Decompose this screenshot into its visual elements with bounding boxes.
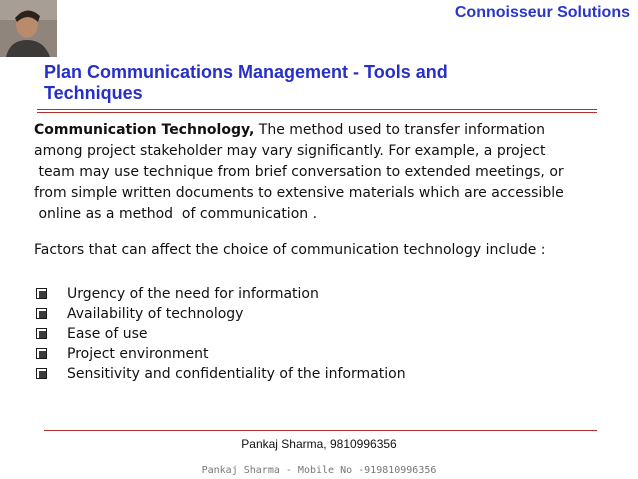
list-item-label: Urgency of the need for information <box>67 286 319 302</box>
lead-term: Communication Technology, <box>34 122 255 138</box>
list-item-label: Project environment <box>67 346 209 362</box>
checkbox-bullet-icon <box>36 328 47 339</box>
list-item-label: Ease of use <box>67 326 148 342</box>
checkbox-bullet-icon <box>36 288 47 299</box>
title-divider <box>37 109 597 113</box>
list-item <box>34 364 406 384</box>
slide-title: Plan Communications Management - Tools and Techniques <box>44 62 448 103</box>
footer-watermark: Pankaj Sharma - Mobile No -919810996356 <box>201 465 437 476</box>
list-item-label: Availability of technology <box>67 306 244 322</box>
checkbox-bullet-icon <box>36 348 47 359</box>
checkbox-bullet-icon <box>36 308 47 319</box>
list-item <box>34 304 406 324</box>
factors-intro: Factors that can affect the choice of communication technology include : <box>34 242 546 258</box>
checkbox-bullet-icon <box>36 368 47 379</box>
factor-list <box>34 284 406 384</box>
description-line: among project stakeholder may vary significantly. For example, a project <box>34 143 546 159</box>
description-line: from simple written documents to extensive materials which are accessible <box>34 185 564 201</box>
brand-name: Connoisseur Solutions <box>454 4 630 21</box>
footer-contact: Pankaj Sharma, 9810996356 <box>241 437 397 451</box>
description-line: online as a method of communication . <box>34 206 318 222</box>
description-line: Communication Technology, The method used to transfer information <box>34 122 545 138</box>
presenter-photo <box>0 0 57 57</box>
list-item <box>34 284 406 304</box>
description-line: team may use technique from brief conversation to extended meetings, or <box>34 164 564 180</box>
description-block <box>34 120 634 225</box>
list-item <box>34 324 406 344</box>
list-item <box>34 344 406 364</box>
footer-divider <box>44 430 597 431</box>
list-item-label: Sensitivity and confidentiality of the information <box>67 366 406 382</box>
